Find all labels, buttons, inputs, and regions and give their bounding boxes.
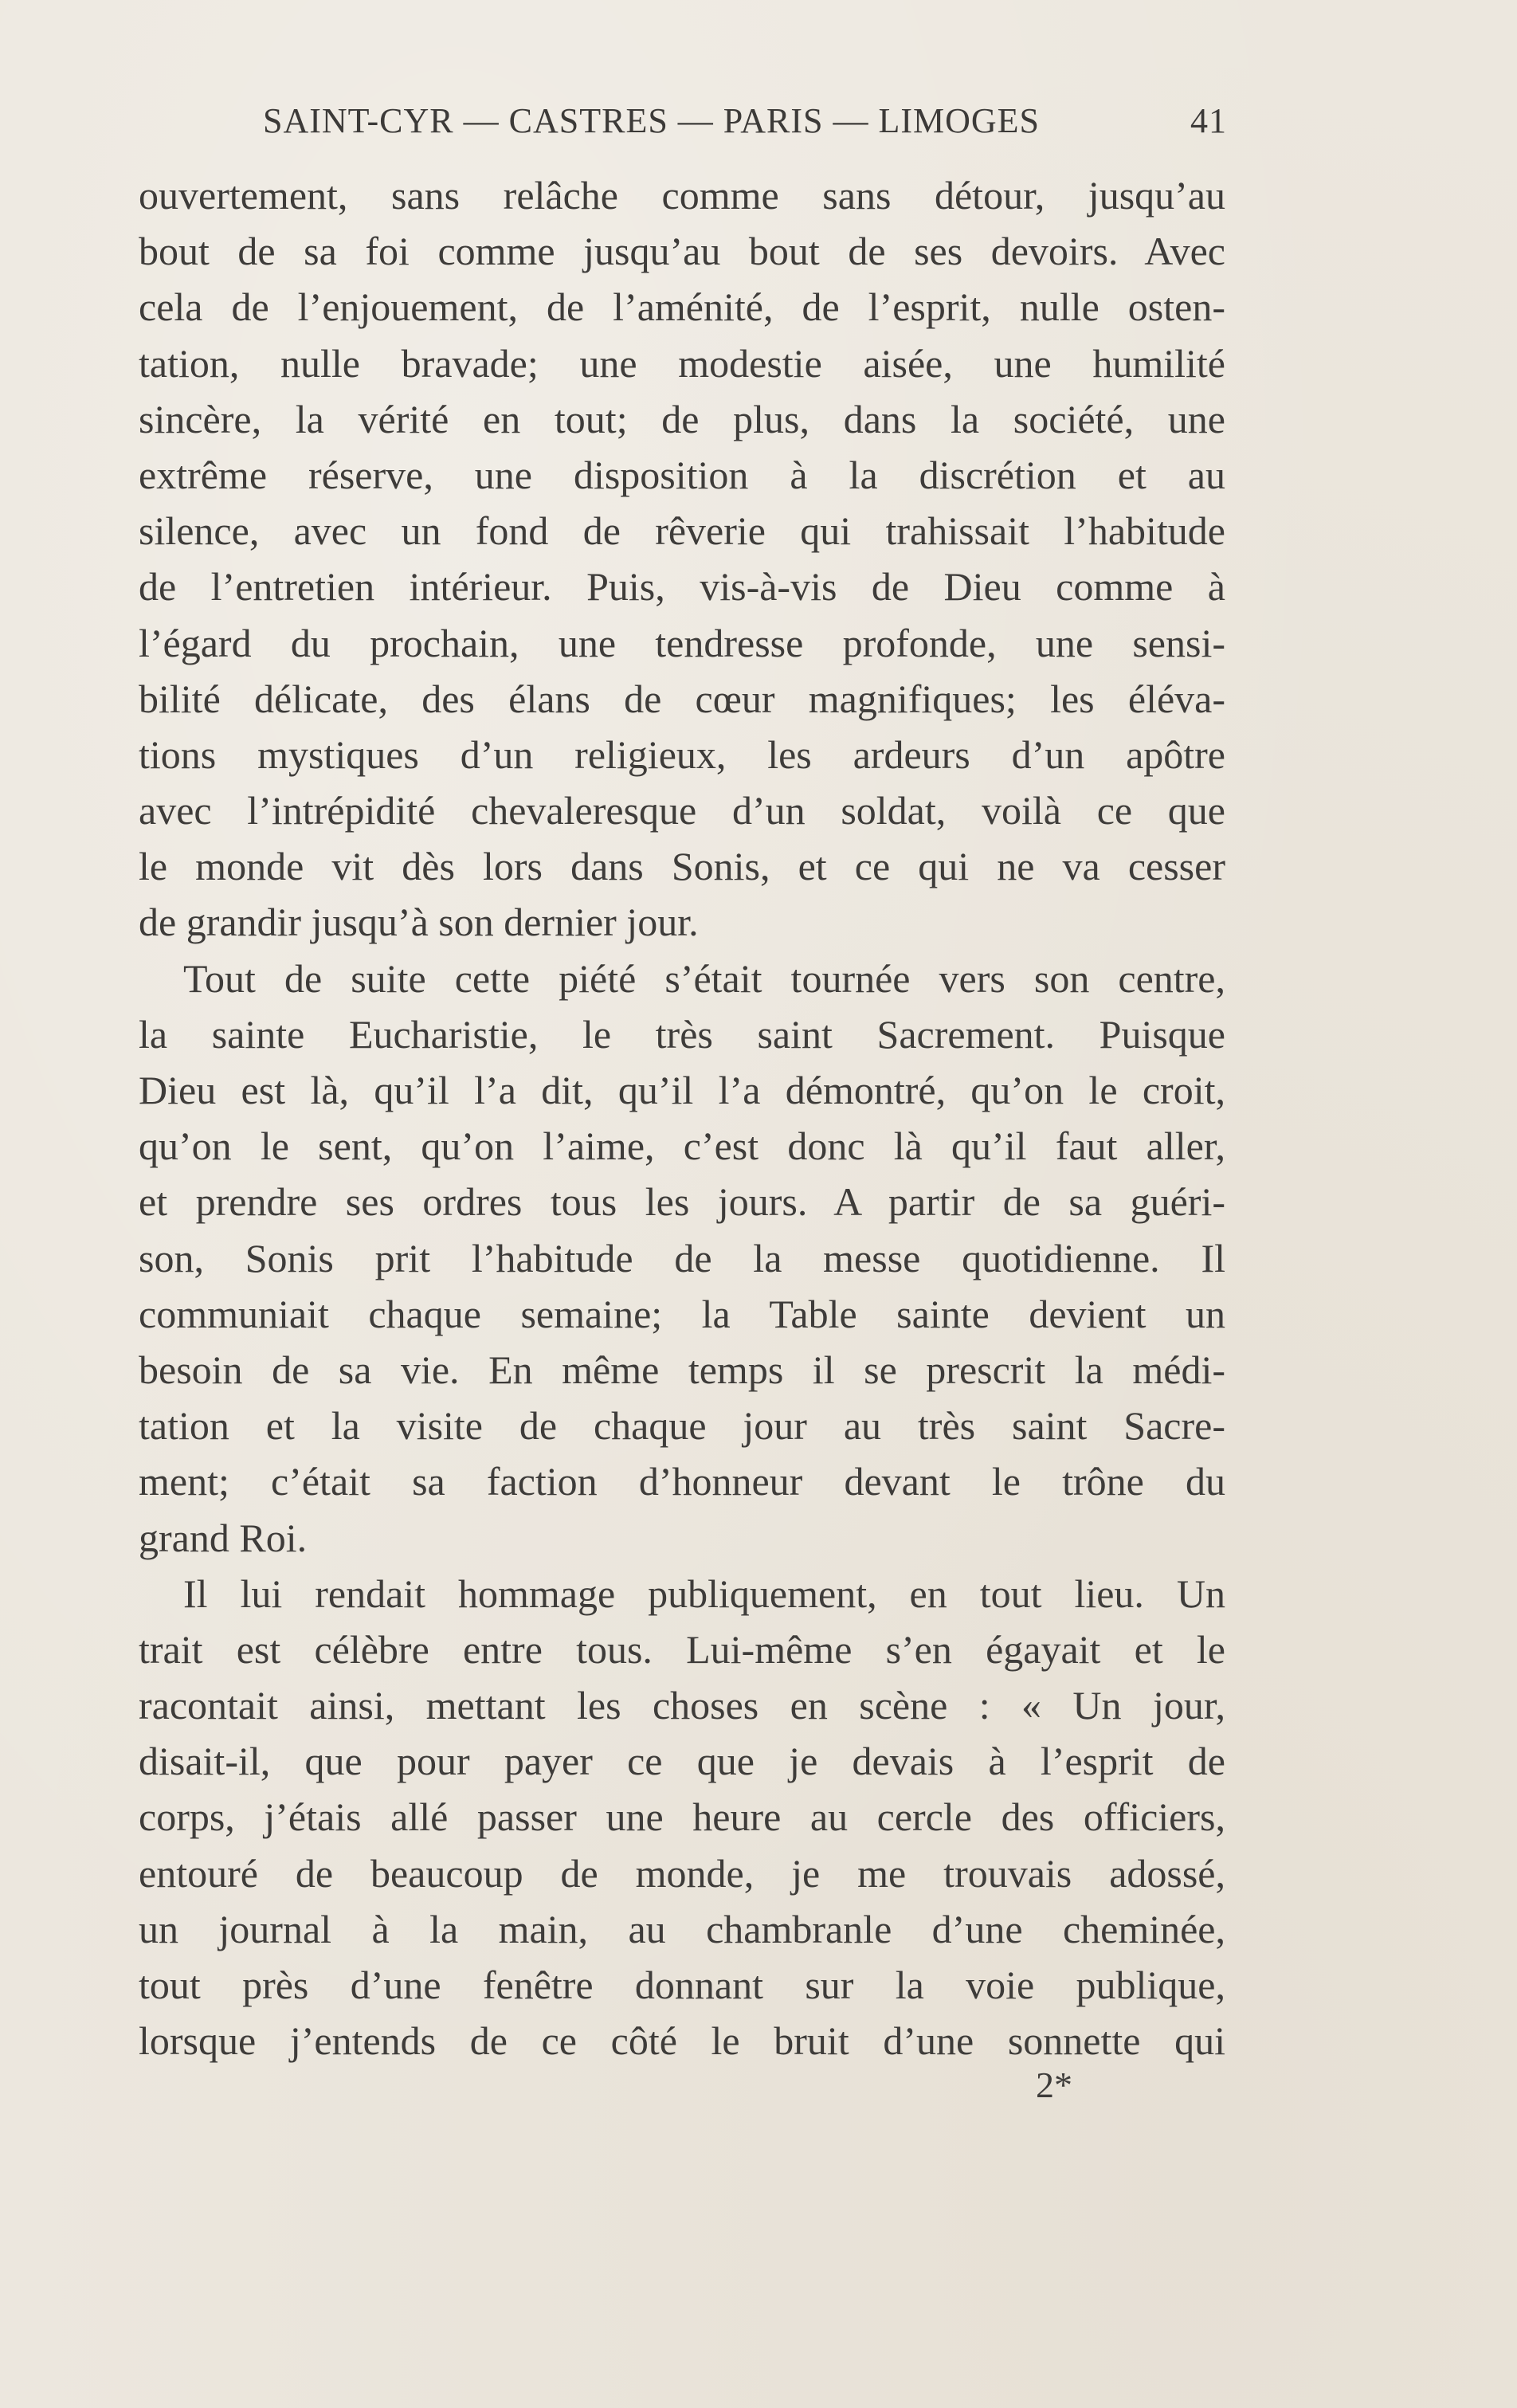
body-text [139, 167, 1225, 2069]
text-line: ment; c’était sa faction d’honneur devant le trône du [139, 1459, 1225, 1504]
text-line: son, Sonis prit l’habitude de la messe quotidienne. Il [139, 1235, 1225, 1280]
text-line: besoin de sa vie. En même temps il se prescrit la médi- [139, 1347, 1225, 1392]
text-line: de l’entretien intérieur. Puis, vis-à-vis de Dieu comme à [139, 564, 1225, 610]
text-line: avec l’intrépidité chevaleresque d’un soldat, voilà ce que [139, 788, 1225, 833]
text-line: bout de sa foi comme jusqu’au bout de ses devoirs. Avec [139, 229, 1225, 274]
text-line: Dieu est là, qu’il l’a dit, qu’il l’a démontré, qu’on le croit, [139, 1068, 1225, 1112]
text-line: sincère, la vérité en tout; de plus, dans la société, une [139, 396, 1225, 441]
text-line: lorsque j’entends de ce côté le bruit d’une sonnette qui [139, 2018, 1225, 2064]
text-line: Il lui rendait hommage publiquement, en tout lieu. Un [183, 1571, 1225, 1616]
text-line: bilité délicate, des élans de cœur magnifiques; les éléva- [139, 676, 1225, 721]
text-line: et prendre ses ordres tous les jours. A partir de sa guéri- [139, 1179, 1225, 1225]
text-line: cela de l’enjouement, de l’aménité, de l’esprit, nulle osten- [139, 284, 1225, 330]
text-line: communiait chaque semaine; la Table sainte devient un [139, 1291, 1225, 1336]
running-head [263, 94, 1227, 150]
running-title: SAINT-CYR — CASTRES — PARIS — LIMOGES [263, 101, 1041, 140]
text-line: racontait ainsi, mettant les choses en scène : « Un jour, [139, 1683, 1225, 1728]
text-line: trait est célèbre entre tous. Lui-même s’en égayait et le [139, 1626, 1225, 1672]
text-line: tation et la visite de chaque jour au très saint Sacre- [139, 1403, 1225, 1449]
text-line: Tout de suite cette piété s’était tournée vers son centre, [183, 955, 1225, 1001]
text-line: la sainte Eucharistie, le très saint Sacrement. Puisque [139, 1011, 1225, 1057]
text-line: le monde vit dès lors dans Sonis, et ce qui ne va cesser [139, 844, 1225, 889]
text-line: tout près d’une fenêtre donnant sur la voie publique, [139, 1963, 1225, 2007]
text-line: ouvertement, sans relâche comme sans détour, jusqu’au [139, 173, 1225, 218]
text-line: tation, nulle bravade; une modestie aisée, une humilité [139, 340, 1225, 386]
text-line: corps, j’étais allé passer une heure au cercle des officiers, [139, 1794, 1225, 1840]
text-line: disait-il, que pour payer ce que je devais à l’esprit de [139, 1739, 1225, 1784]
text-line: l’égard du prochain, une tendresse profonde, une sensi- [139, 620, 1225, 665]
text-line: un journal à la main, au chambranle d’une cheminée, [139, 1906, 1225, 1951]
text-line: tions mystiques d’un religieux, les ardeurs d’un apôtre [139, 731, 1225, 777]
text-line: qu’on le sent, qu’on l’aime, c’est donc là qu’il faut aller, [139, 1124, 1225, 1169]
text-line: grand Roi. [139, 1515, 308, 1560]
text-line: de grandir jusqu’à son dernier jour. [139, 900, 699, 945]
signature-mark: 2* [1036, 2065, 1072, 2105]
text-line: silence, avec un fond de rêverie qui trahissait l’habitude [139, 508, 1225, 554]
text-line: extrême réserve, une disposition à la discrétion et au [139, 452, 1225, 497]
text-line: entouré de beaucoup de monde, je me trouvais adossé, [139, 1850, 1225, 1896]
page-number: 41 [1190, 101, 1227, 140]
